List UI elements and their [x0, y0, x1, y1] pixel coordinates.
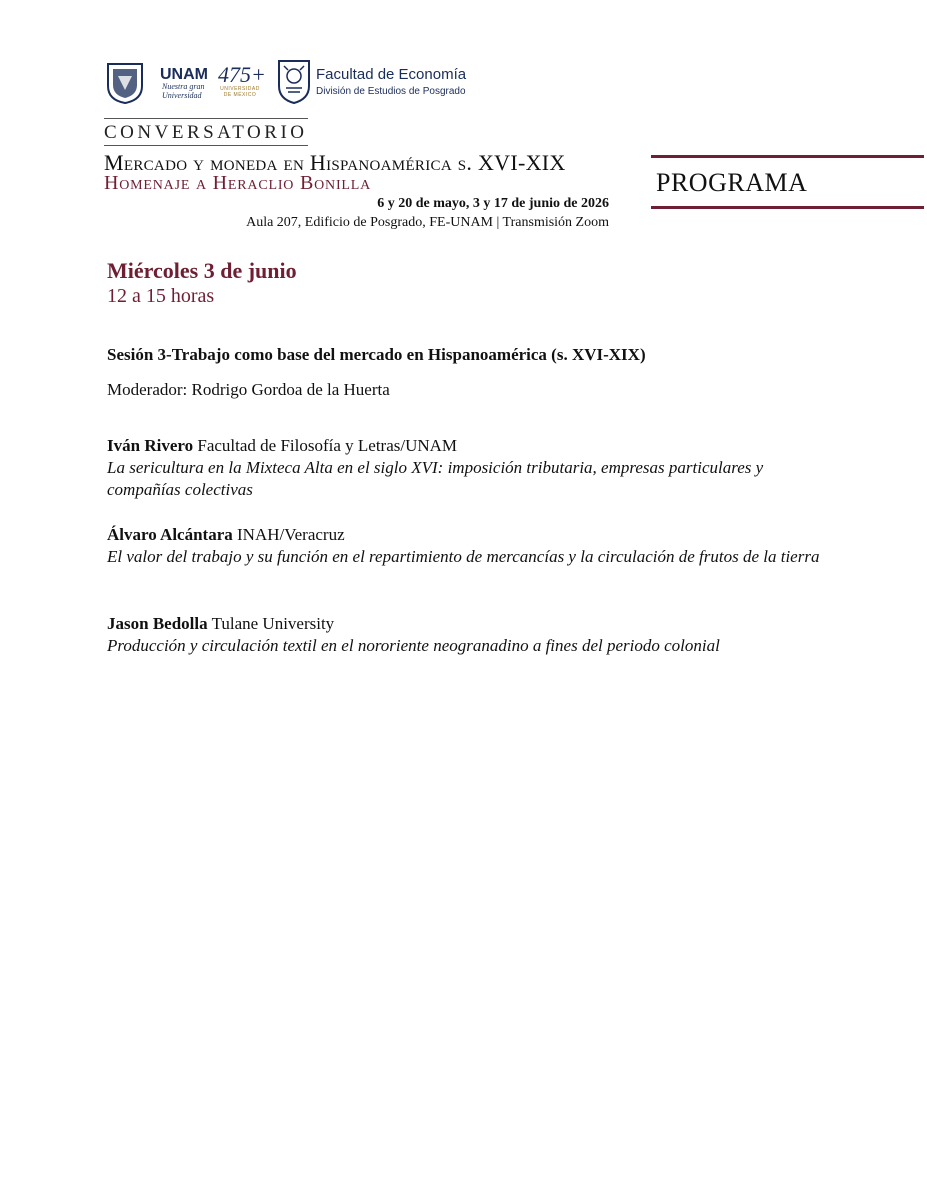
talk-speaker: Iván Rivero [107, 436, 194, 455]
event-dates: 6 y 20 de mayo, 3 y 17 de junio de 2026 [377, 196, 609, 211]
session-hours: 12 a 15 horas [107, 285, 215, 307]
event-subtitle: Homenaje a Heraclio Bonilla [104, 172, 372, 194]
kicker-rule-top [104, 118, 308, 119]
event-title: Mercado y moneda en Hispanoamérica s. XVI-XIX [104, 150, 566, 175]
logo-band [104, 58, 484, 108]
talk-affiliation: Tulane University [211, 614, 335, 633]
talk-item [107, 613, 827, 657]
talk-item [107, 435, 827, 501]
anniversary-mark: 475+ [218, 62, 266, 87]
faculty-division: División de Estudios de Posgrado [316, 86, 466, 97]
anniversary-caption: UNIVERSIDAD DE MÉXICO [220, 86, 260, 98]
talk-speaker: Álvaro Alcántara [107, 525, 233, 544]
talk-speaker: Jason Bedolla [107, 614, 208, 633]
faculty-name: Facultad de Economía [316, 66, 467, 83]
talk-item [107, 524, 827, 568]
talk-title: El valor del trabajo y su función en el repartimiento de mercancías y la circulación de frutos de la tierra [107, 547, 820, 566]
unam-wordmark: UNAM [160, 66, 208, 83]
programa-label: PROGRAMA [656, 168, 808, 197]
session-title: Sesión 3-Trabajo como base del mercado en Hispanoamérica (s. XVI-XIX) [107, 345, 646, 364]
faculty-shield-icon [276, 58, 312, 104]
session-moderator: Moderador: Rodrigo Gordoa de la Huerta [107, 380, 390, 399]
unam-tagline: Nuestra gran Universidad [162, 82, 205, 100]
event-venue: Aula 207, Edificio de Posgrado, FE-UNAM | Transmisión Zoom [246, 215, 609, 230]
programa-rule-bottom [651, 206, 924, 209]
talk-title: La sericultura en la Mixteca Alta en el siglo XVI: imposición tributaria, empresas particulares y compañías colectivas [107, 458, 764, 499]
event-kicker: CONVERSATORIO [104, 122, 308, 143]
talk-affiliation: INAH/Veracruz [237, 525, 345, 544]
kicker-rule-bottom [104, 145, 308, 146]
session-day: Miércoles 3 de junio [107, 258, 297, 283]
unam-shield-icon [104, 60, 146, 104]
talk-title: Producción y circulación textil en el nororiente neogranadino a fines del periodo colonial [107, 636, 720, 655]
talk-affiliation: Facultad de Filosofía y Letras/UNAM [197, 436, 458, 455]
programa-rule-top [651, 155, 924, 158]
